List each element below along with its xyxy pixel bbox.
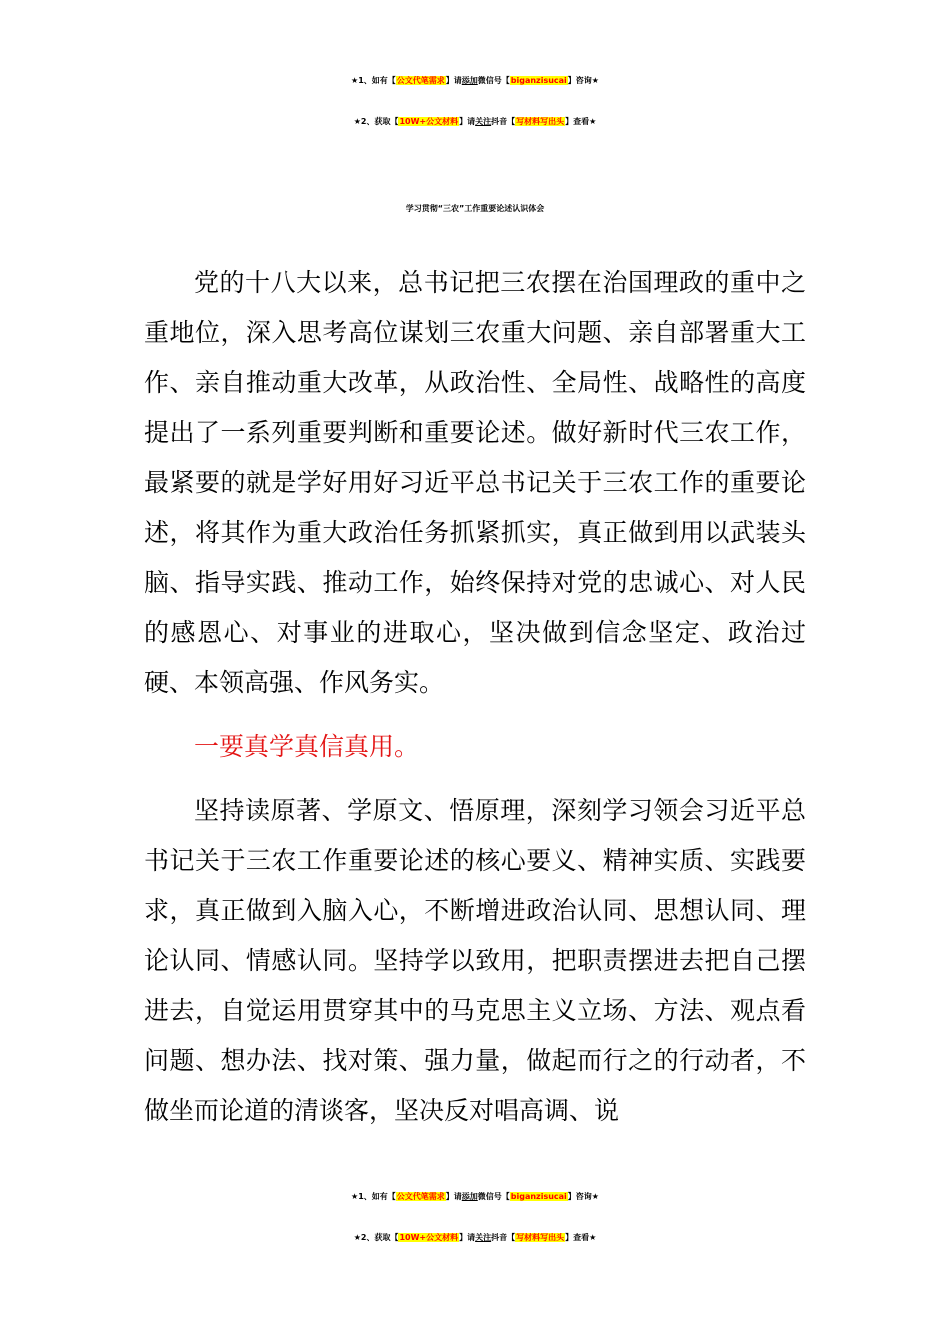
footer-banner-line-2 (0, 1227, 950, 1249)
banner-text: 抖音【 (491, 1233, 516, 1242)
underlined-add: 添加 (461, 76, 478, 85)
header-banner-line-1 (0, 70, 950, 92)
banner-text: 抖音【 (491, 117, 516, 126)
highlight-service: 公文代笔需求 (396, 1192, 445, 1201)
banner-text: 微信号【 (477, 76, 510, 85)
body-paragraph-2: 坚持读原著、学原文、悟原理，深刻学习领会习近平总书记关于三农工作重要论述的核心要义、精神实质、实践要求，真正做到入脑入心，不断增进政治认同、思想认同、理论认同、情感认同。坚持学以致用，把职责摆进去把自己摆进去，自觉运用贯穿其中的马克思主义立场、方法、观点看问题、想办法、找对策、强力量，做起而行之的行动者，不做坐而论道的清谈客，坚决反对唱高调、说 (144, 796, 806, 1125)
banner-text: 】请 (445, 76, 462, 85)
banner-text: 】查看★ (565, 1233, 597, 1242)
underlined-follow: 关注 (475, 1233, 492, 1242)
banner-text: 】请 (459, 1233, 476, 1242)
header-banner-line-2 (0, 111, 950, 133)
banner-text: 】请 (459, 117, 476, 126)
banner-text: 微信号【 (477, 1192, 510, 1201)
banner-text: 】请 (445, 1192, 462, 1201)
banner-text: ★1、如有【 (351, 76, 396, 85)
highlight-wechat-id: biganzisucai (510, 76, 567, 85)
section-heading: 一要真学真信真用。 (194, 732, 420, 761)
document-title: 学习贯彻“三农”工作重要论述认识体会 (405, 204, 545, 213)
underlined-add: 添加 (461, 1192, 478, 1201)
highlight-service: 公文代笔需求 (396, 76, 445, 85)
body-paragraph-1: 党的十八大以来，总书记把三农摆在治国理政的重中之重地位，深入思考高位谋划三农重大问题、亲自部署重大工作、亲自推动重大改革，从政治性、全局性、战略性的高度提出了一系列重要判断和重要论述。做好新时代三农工作，最紧要的就是学好用好习近平总书记关于三农工作的重要论述，将其作为重大政治任务抓紧抓实，真正做到用以武装头脑、指导实践、推动工作，始终保持对党的忠诚心、对人民的感恩心、对事业的进取心，坚决做到信念坚定、政治过硬、本领高强、作风务实。 (144, 268, 806, 697)
highlight-douyin-id: 写材料写出头 (516, 1233, 565, 1242)
banner-text: 】查看★ (565, 117, 597, 126)
banner-text: 】咨询★ (567, 1192, 599, 1201)
highlight-materials: 10W+公文材料 (399, 1233, 459, 1242)
footer-banner-line-1 (0, 1186, 950, 1208)
banner-text: ★2、获取【 (353, 1233, 399, 1242)
banner-text: 】咨询★ (567, 76, 599, 85)
underlined-follow: 关注 (475, 117, 492, 126)
highlight-wechat-id: biganzisucai (510, 1192, 567, 1201)
banner-text: ★2、获取【 (353, 117, 399, 126)
banner-text: ★1、如有【 (351, 1192, 396, 1201)
highlight-douyin-id: 写材料写出头 (516, 117, 565, 126)
highlight-materials: 10W+公文材料 (399, 117, 459, 126)
